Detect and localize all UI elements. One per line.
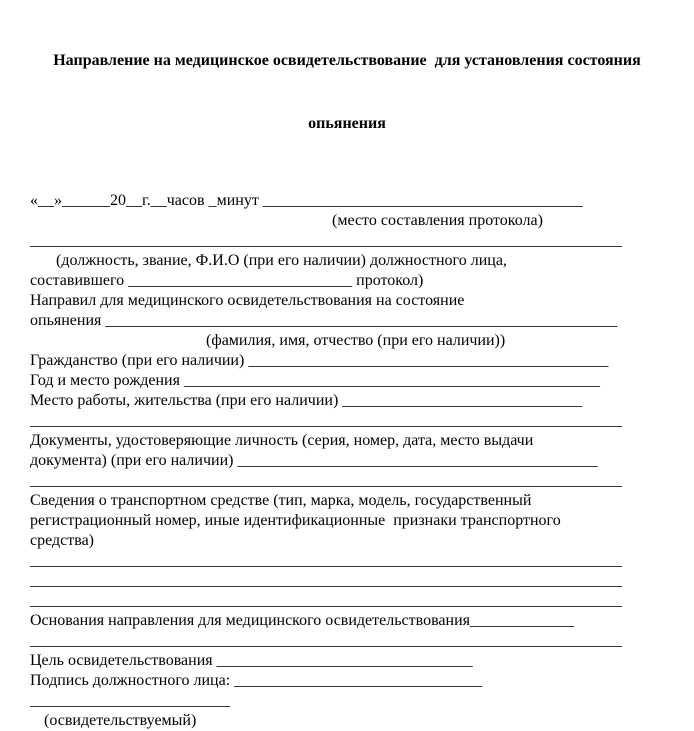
- caption-officer-position: (должность, звание, Ф.И.О (при его наличии) должностного лица,: [56, 252, 507, 269]
- blank-line: __________________________________________________________________________: [30, 592, 622, 609]
- caption-protocol-place: (место составления протокола): [332, 212, 543, 229]
- blank-line: __________________________________________________________________________: [30, 412, 622, 429]
- caption-full-name: (фамилия, имя, отчество (при его наличии)): [206, 332, 506, 349]
- field-protocol-composer: составившего ____________________________ протокол): [30, 272, 424, 289]
- field-citizenship: Гражданство (при его наличии) _____________________________________________: [30, 352, 609, 369]
- field-work-residence: Место работы, жительства (при его наличии) ______________________________: [30, 392, 583, 409]
- blank-line: __________________________________________________________________________: [30, 632, 622, 649]
- field-examination-purpose: Цель освидетельствования ________________________________: [30, 652, 473, 669]
- field-intoxication-person: опьянения ________________________________________________________________: [30, 312, 618, 329]
- text-vehicle-info-2: регистрационный номер, иные идентификационные признаки транспортного: [30, 512, 561, 529]
- text-vehicle-info-3: средства): [30, 532, 94, 549]
- document-title-line-2: опьянения: [308, 115, 386, 132]
- caption-examinee: (освидетельствуемый): [44, 712, 197, 729]
- field-birth-year-place: Год и место рождения ____________________________________________________: [30, 372, 600, 389]
- text-vehicle-info-1: Сведения о транспортном средстве (тип, марка, модель, государственный: [30, 492, 532, 509]
- blank-line: __________________________________________________________________________: [30, 472, 622, 489]
- blank-line: __________________________________________________________________________: [30, 552, 622, 569]
- field-examinee-signature-line: _________________________: [30, 692, 230, 709]
- document-title-line-1: Направление на медицинское освидетельствование для установления состояния: [53, 52, 641, 69]
- field-referral-grounds: Основания направления для медицинского освидетельствования_____________: [30, 612, 574, 629]
- text-identity-documents: Документы, удостоверяющие личность (серия, номер, дата, место выдачи: [30, 432, 534, 449]
- field-officer-blank-line: __________________________________________________________________________: [30, 232, 622, 249]
- document-title: [0, 0, 694, 176]
- field-official-signature: Подпись должностного лица: _______________________________: [30, 672, 483, 689]
- text-directed-for-examination: Направил для медицинского освидетельствования на состояние: [30, 292, 465, 309]
- field-identity-documents: документа) (при его наличии) _____________________________________________: [30, 452, 598, 469]
- blank-line: __________________________________________________________________________: [30, 572, 622, 589]
- field-date-time: «__»______20__г.__часов _минут ________________________________________: [30, 192, 583, 209]
- document-body: [30, 191, 626, 731]
